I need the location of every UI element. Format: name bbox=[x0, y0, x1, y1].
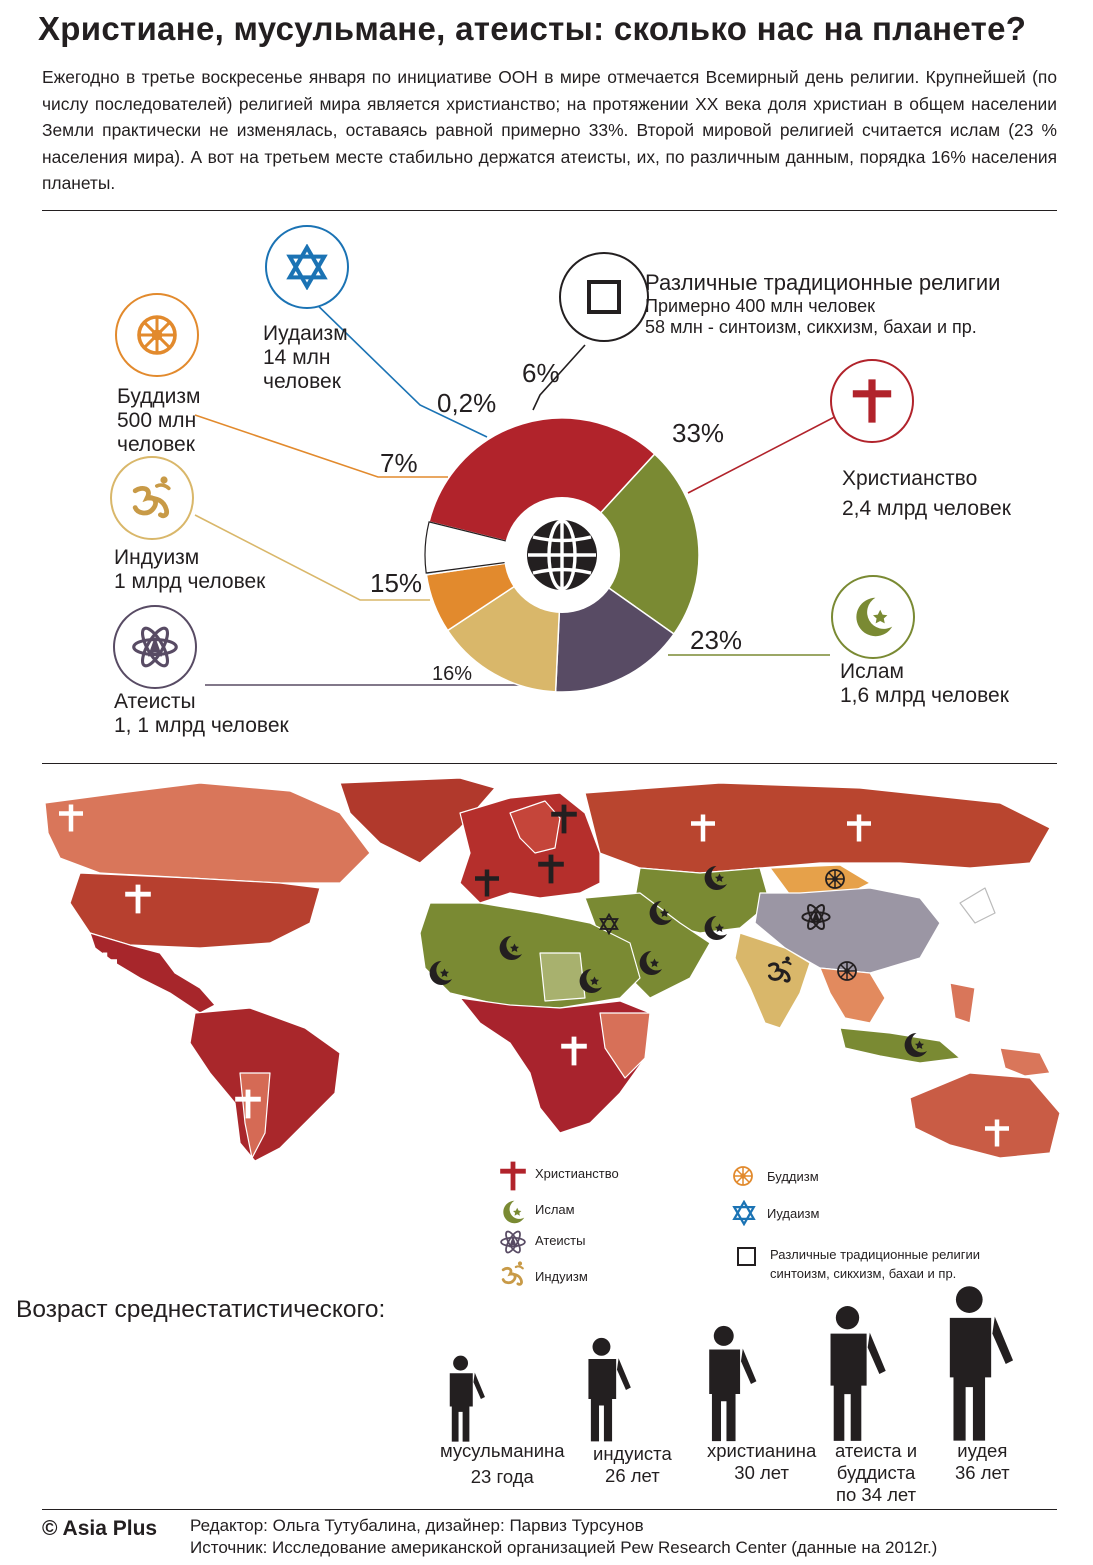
intro-text: Ежегодно в третье воскресенье января по инициативе ООН в мире отмечается Всемирный день религии. Крупнейшей (по числу последователей) религией мира является христианство; на протяжении XX века доля христиан в общем населении Земли практически не изменялась, оставаясь равной примерно 33%. Второй мировой религией считается ислам (23 % населения мира). А вот на третьем месте стабильно держатся атеисты, их, по различным данным, порядка 16% населения планеты. bbox=[42, 67, 1057, 193]
legend-wheel-icon bbox=[734, 1167, 752, 1185]
legend-traditional: Различные традиционные религии синтоизм, сикхизм, бахаи и пр. bbox=[770, 1247, 981, 1281]
atheism-atom-icon bbox=[114, 606, 196, 688]
map-indonesia bbox=[840, 1028, 960, 1063]
label-islam: Ислам 1,6 млрд человек bbox=[840, 660, 1009, 707]
legend-star-icon bbox=[734, 1202, 754, 1224]
asia-plus-logo: © Asia Plus bbox=[42, 1517, 158, 1540]
divider-middle bbox=[42, 763, 1057, 764]
legend-buddhism: Буддизм bbox=[767, 1169, 819, 1184]
world-religion-map bbox=[40, 773, 1090, 1163]
value-label-traditional: 6% bbox=[522, 358, 560, 388]
crescent-icon bbox=[832, 576, 914, 658]
star-of-david-icon bbox=[266, 226, 348, 308]
map-canada bbox=[45, 783, 370, 883]
value-label-judaism: 0,2% bbox=[437, 388, 497, 418]
person-icon-christian bbox=[709, 1326, 756, 1441]
legend-atheists: Атеисты bbox=[535, 1233, 586, 1248]
legend-judaism: Иудаизм bbox=[767, 1206, 820, 1221]
age-christian: христианина 30 лет bbox=[707, 1440, 817, 1483]
map-australia bbox=[910, 1073, 1060, 1158]
value-label-islam: 23% bbox=[690, 625, 743, 655]
page-title: Христиане, мусульмане, атеисты: сколько нас на планете? bbox=[38, 10, 1027, 47]
legend-square-icon bbox=[738, 1248, 755, 1265]
legend-atom-icon bbox=[501, 1230, 525, 1255]
legend-islam: Ислам bbox=[535, 1202, 575, 1217]
age-section-title: Возраст среднестатистического: bbox=[16, 1296, 386, 1323]
map-japan bbox=[960, 888, 995, 923]
traditional-square-icon bbox=[560, 253, 648, 341]
cross-icon bbox=[831, 360, 913, 442]
map-russia bbox=[585, 783, 1050, 873]
map-wheel-icon bbox=[826, 870, 844, 888]
map-new-guinea bbox=[1000, 1048, 1050, 1076]
label-atheists: Атеисты 1, 1 млрд человек bbox=[114, 690, 289, 737]
person-icon-jew bbox=[950, 1286, 1013, 1440]
person-icon-atheist-buddhist bbox=[831, 1306, 886, 1441]
label-traditional: Различные традиционные религии Примерно 400 млн человек 58 млн - синтоизм, сикхизм, бахаи и пр. bbox=[645, 270, 1001, 337]
legend-cross-icon bbox=[500, 1162, 526, 1191]
legend-hinduism: Индуизм bbox=[535, 1269, 588, 1284]
credits: Редактор: Ольга Тутубалина, дизайнер: Парвиз Турсунов Источник: Исследование американской организацией Pew Research Center (данные на 2012г.) bbox=[190, 1516, 938, 1557]
legend-christianity: Христианство bbox=[535, 1166, 619, 1181]
divider-bottom bbox=[42, 1509, 1057, 1510]
map-wheel-icon bbox=[838, 962, 856, 980]
age-jew: иудея 36 лет bbox=[955, 1440, 1010, 1483]
value-label-atheists: 16% bbox=[432, 663, 473, 685]
map-cross-icon bbox=[175, 1060, 199, 1087]
person-icon-hindu bbox=[588, 1338, 630, 1442]
age-atheist-buddhist: атеиста и буддиста по 34 лет bbox=[835, 1440, 918, 1505]
label-hinduism: Индуизм 1 млрд человек bbox=[114, 546, 266, 593]
legend-crescent-icon bbox=[503, 1201, 524, 1223]
map-usa bbox=[70, 873, 320, 948]
divider-top bbox=[42, 210, 1057, 211]
label-buddhism: Буддизм 500 млн человек bbox=[117, 385, 201, 456]
map-sudan-light bbox=[540, 953, 585, 1001]
om-icon bbox=[111, 457, 193, 539]
value-label-christianity: 33% bbox=[672, 418, 725, 448]
age-hindu: индуиста 26 лет bbox=[593, 1443, 672, 1486]
value-label-hinduism: 15% bbox=[370, 568, 423, 598]
value-label-buddhism: 7% bbox=[380, 448, 418, 478]
legend-om-icon bbox=[503, 1262, 523, 1285]
age-figures bbox=[430, 1285, 1050, 1445]
label-judaism: Иудаизм 14 млн человек bbox=[263, 322, 348, 393]
label-christianity: Христианство 2,4 млрд человек bbox=[842, 467, 1011, 520]
globe-icon bbox=[524, 517, 600, 593]
person-icon-muslim bbox=[450, 1356, 485, 1442]
dharma-wheel-icon bbox=[116, 294, 198, 376]
map-philippines bbox=[950, 983, 975, 1023]
age-muslim: мусульманина 23 года bbox=[440, 1440, 565, 1487]
